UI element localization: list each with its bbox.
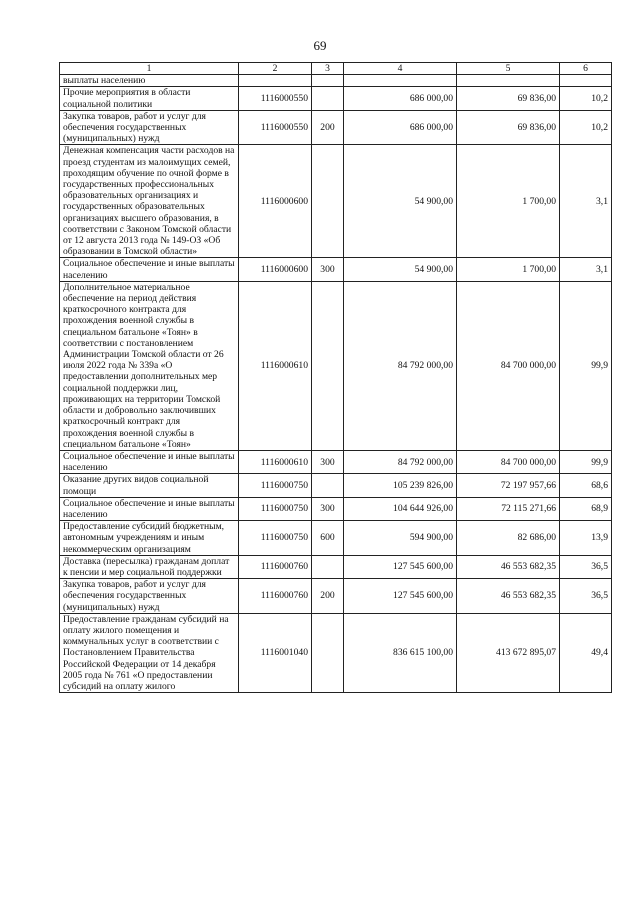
row-vr-cell (312, 474, 344, 497)
table-row (60, 613, 612, 692)
row-fact-cell: 1 700,00 (457, 258, 560, 281)
row-plan-cell: 84 792 000,00 (344, 450, 457, 473)
row-percent-cell: 99,9 (560, 281, 612, 450)
row-percent-cell (560, 75, 612, 87)
row-plan-cell: 686 000,00 (344, 87, 457, 110)
row-plan-cell: 594 900,00 (344, 521, 457, 556)
table-row (60, 75, 612, 87)
row-code-cell: 1116000750 (239, 497, 312, 520)
row-vr-cell: 300 (312, 258, 344, 281)
row-plan-cell: 104 644 926,00 (344, 497, 457, 520)
row-name-cell: Денежная компенсация части расходов на проезд студентам из малоимущих семей, проходящим обучение по очной форме в государственных профессиональных образовательных организациях и государственных образовательных организациях высшего образования, в соответствии с Законом Томской области от 12 августа 2013 года № 149-ОЗ «Об образовании в Томской области» (60, 145, 239, 258)
row-code-cell: 1116000750 (239, 474, 312, 497)
row-percent-cell: 68,6 (560, 474, 612, 497)
row-fact-cell: 72 197 957,66 (457, 474, 560, 497)
row-vr-cell: 600 (312, 521, 344, 556)
row-name-cell: Социальное обеспечение и иные выплаты населению (60, 497, 239, 520)
row-percent-cell: 36,5 (560, 579, 612, 614)
row-name-cell: Дополнительное материальное обеспечение на период действия краткосрочного контракта для прохождения военной службы в специальном батальоне «Тоян» в соответствии с постановлением Администрации Томской области от 26 июля 2022 года № 339а «О предоставлении дополнительных мер социальной поддержки лиц, проживающих на территории Томской области и добровольно заключивших краткосрочный контракт для прохождения военной службы в специальном батальоне «Тоян» (60, 281, 239, 450)
row-plan-cell: 54 900,00 (344, 145, 457, 258)
page-number: 69 (313, 38, 327, 53)
row-percent-cell: 99,9 (560, 450, 612, 473)
row-percent-cell: 3,1 (560, 145, 612, 258)
row-fact-cell: 413 672 895,07 (457, 613, 560, 692)
row-fact-cell: 84 700 000,00 (457, 281, 560, 450)
header-cell: 1 (60, 63, 239, 75)
row-percent-cell: 3,1 (560, 258, 612, 281)
table-row (60, 497, 612, 520)
table-row (60, 258, 612, 281)
row-plan-cell: 84 792 000,00 (344, 281, 457, 450)
row-vr-cell: 300 (312, 450, 344, 473)
row-name-cell: Социальное обеспечение и иные выплаты населению (60, 450, 239, 473)
row-plan-cell: 127 545 600,00 (344, 555, 457, 578)
row-plan-cell: 105 239 826,00 (344, 474, 457, 497)
row-name-cell: Предоставление гражданам субсидий на оплату жилого помещения и коммунальных услуг в соответствии с Постановлением Правительства Российской Федерации от 14 декабря 2005 года № 761 «О предоставлении субсидий на оплату жилого (60, 613, 239, 692)
row-name-cell: Предоставление субсидий бюджетным, автономным учреждениям и иным некоммерческим организациям (60, 521, 239, 556)
row-name-cell: Доставка (пересылка) гражданам доплат к пенсии и мер социальной поддержки (60, 555, 239, 578)
row-plan-cell: 836 615 100,00 (344, 613, 457, 692)
row-name-cell: Прочие мероприятия в области социальной политики (60, 87, 239, 110)
row-vr-cell (312, 555, 344, 578)
row-percent-cell: 49,4 (560, 613, 612, 692)
table-row (60, 555, 612, 578)
row-code-cell: 1116000610 (239, 281, 312, 450)
row-fact-cell: 72 115 271,66 (457, 497, 560, 520)
row-fact-cell: 69 836,00 (457, 87, 560, 110)
row-plan-cell: 127 545 600,00 (344, 579, 457, 614)
row-vr-cell (312, 87, 344, 110)
table-row (60, 87, 612, 110)
row-vr-cell: 200 (312, 579, 344, 614)
budget-table (59, 62, 612, 693)
row-percent-cell: 13,9 (560, 521, 612, 556)
table-row (60, 474, 612, 497)
row-code-cell: 1116000550 (239, 87, 312, 110)
row-code-cell: 1116000750 (239, 521, 312, 556)
row-name-cell: Закупка товаров, работ и услуг для обеспечения государственных (муниципальных) нужд (60, 579, 239, 614)
row-plan-cell: 686 000,00 (344, 110, 457, 145)
header-cell: 6 (560, 63, 612, 75)
row-fact-cell: 1 700,00 (457, 145, 560, 258)
row-name-cell: Оказание других видов социальной помощи (60, 474, 239, 497)
row-fact-cell (457, 75, 560, 87)
row-vr-cell (312, 281, 344, 450)
row-vr-cell (312, 145, 344, 258)
row-percent-cell: 68,9 (560, 497, 612, 520)
row-percent-cell: 10,2 (560, 87, 612, 110)
header-cell: 2 (239, 63, 312, 75)
row-plan-cell (344, 75, 457, 87)
table-row (60, 450, 612, 473)
header-cell: 3 (312, 63, 344, 75)
row-code-cell: 1116000600 (239, 145, 312, 258)
row-fact-cell: 84 700 000,00 (457, 450, 560, 473)
row-code-cell: 1116001040 (239, 613, 312, 692)
table-row (60, 579, 612, 614)
row-plan-cell: 54 900,00 (344, 258, 457, 281)
header-cell: 5 (457, 63, 560, 75)
row-vr-cell (312, 613, 344, 692)
table-row (60, 281, 612, 450)
row-name-cell: Закупка товаров, работ и услуг для обеспечения государственных (муниципальных) нужд (60, 110, 239, 145)
table-row (60, 521, 612, 556)
row-percent-cell: 10,2 (560, 110, 612, 145)
row-fact-cell: 82 686,00 (457, 521, 560, 556)
row-code-cell: 1116000610 (239, 450, 312, 473)
row-code-cell (239, 75, 312, 87)
row-fact-cell: 69 836,00 (457, 110, 560, 145)
row-vr-cell: 300 (312, 497, 344, 520)
row-name-cell: Социальное обеспечение и иные выплаты населению (60, 258, 239, 281)
row-vr-cell (312, 75, 344, 87)
row-fact-cell: 46 553 682,35 (457, 579, 560, 614)
header-row (60, 63, 612, 75)
header-cell: 4 (344, 63, 457, 75)
row-name-cell: выплаты населению (60, 75, 239, 87)
row-code-cell: 1116000600 (239, 258, 312, 281)
row-code-cell: 1116000550 (239, 110, 312, 145)
row-code-cell: 1116000760 (239, 555, 312, 578)
row-percent-cell: 36,5 (560, 555, 612, 578)
table-row (60, 145, 612, 258)
row-code-cell: 1116000760 (239, 579, 312, 614)
row-vr-cell: 200 (312, 110, 344, 145)
row-fact-cell: 46 553 682,35 (457, 555, 560, 578)
table-row (60, 110, 612, 145)
